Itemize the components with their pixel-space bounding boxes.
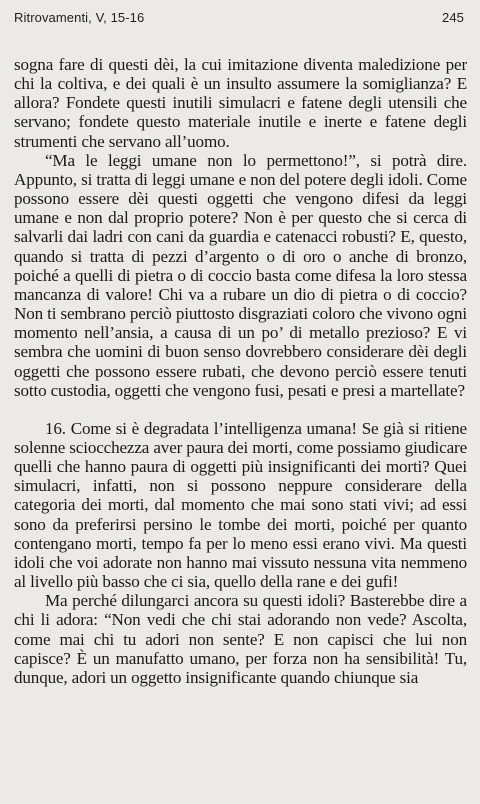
page-number: 245 — [442, 10, 464, 25]
running-head — [14, 10, 467, 28]
paragraph: Ma perché dilungarci ancora su questi idoli? Basterebbe dire a chi li adora: “Non vedi che chi stai adorando non vede? Ascolta, come mai chi tu adori non sente? E non capisci che lui non capisce? È un manufatto umano, per forza non ha sensibilità! Tu, dunque, adori un oggetto insignificante quando chiunque sia — [14, 591, 467, 687]
paragraph: “Ma le leggi umane non lo permettono!”, si potrà dire. Appunto, si tratta di leggi umane e non del potere degli idoli. Come possono essere dèi questi oggetti che vengono difesi da leggi umane e non dal proprio potere? Non è per questo che si cerca di salvarli dai ladri con cani da guardia e catenacci robusti? E, questo, quando si tratta di pezzi d’argento o di oro o anche di bronzo, poiché a quelli di pietra o di coccio basta come difesa la loro stessa mancanza di valore! Chi va a rubare un dio di pietra o di coccio? Non ti sembrano perciò piuttosto disgraziati coloro che vivono ogni momento nell’ansia, a causa di un po’ di metallo prezioso? E vi sembra che uomini di buon senso dovrebbero considerare dèi degli oggetti che possono essere rubati, che devono perciò essere tenuti sotto custodia, oggetti che vengono fusi, pesati e presi a martellate? — [14, 150, 467, 400]
running-head-title: Ritrovamenti, V, 15-16 — [14, 10, 145, 25]
body-text — [14, 55, 467, 687]
paragraph-continued: sogna fare di questi dèi, la cui imitazione diventa maledizione per chi la coltiva, e dei quali è un insulto assumere la somiglianza? E allora? Fondete questi inutili simulacri e fatene degli utensili che servano; fondete questo materiale inutile e inerte e fatene degli strumenti che servano all’uomo. — [14, 55, 467, 151]
paragraph-section-16: 16. Come si è degradata l’intelligenza umana! Se già si ritiene solenne sciocchezza aver paura dei morti, come possiamo giudicare quelli che hanno paura di oggetti più insignificanti dei morti? Quei simulacri, infatti, non si possono neppure considerare della categoria dei morti, dal momento che mai sono stati vivi; ad essi sono da preferirsi persino le tombe dei morti, poiché per quanto contengano morti, tempo fa per lo meno essi erano vivi. Ma questi idoli che voi adorate non hanno mai vissuto nessuna vita nemmeno al livello più basso che ci sia, quello della rane e dei gufi! — [14, 418, 468, 592]
